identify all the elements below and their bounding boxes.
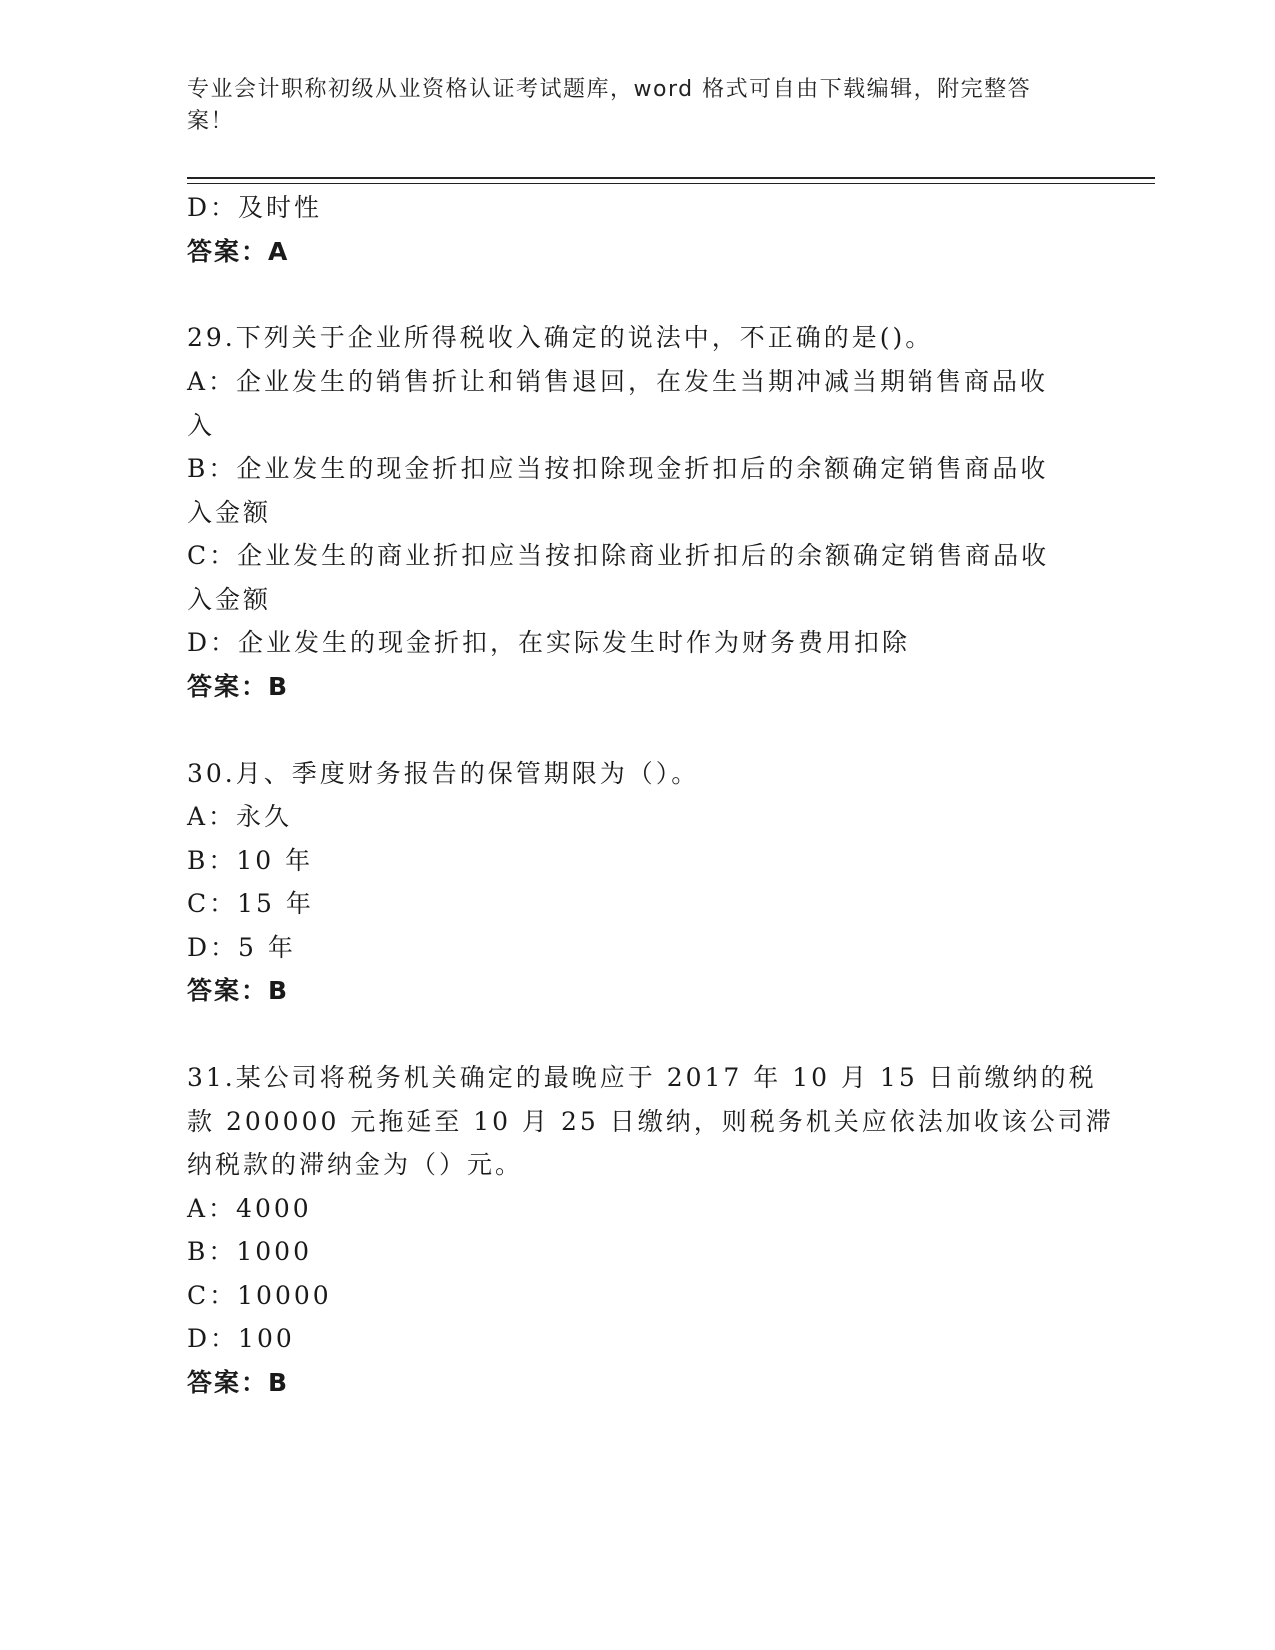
header-divider-thin bbox=[187, 183, 1155, 184]
q30-option-b: B：10 年 bbox=[187, 846, 314, 875]
q29-option-a: A：企业发生的销售折让和销售退回，在发生当期冲减当期销售商品收 bbox=[187, 367, 1049, 396]
q31-stem-cont-1: 款 200000 元拖延至 10 月 25 日缴纳，则税务机关应依法加收该公司滞 bbox=[187, 1107, 1114, 1136]
q31-option-a: A：4000 bbox=[187, 1194, 312, 1223]
q30-option-c: C：15 年 bbox=[187, 889, 314, 918]
q29-option-c: C：企业发生的商业折扣应当按扣除商业折扣后的余额确定销售商品收 bbox=[187, 541, 1050, 570]
header-divider-thick bbox=[187, 177, 1155, 179]
q30-answer: 答案：B bbox=[187, 976, 290, 1005]
document-header: 专业会计职称初级从业资格认证考试题库，word 格式可自由下载编辑，附完整答案！ bbox=[187, 77, 1032, 134]
q30-option-a: A：永久 bbox=[187, 802, 293, 831]
q29-option-b: B：企业发生的现金折扣应当按扣除现金折扣后的余额确定销售商品收 bbox=[187, 454, 1049, 483]
q29-answer: 答案：B bbox=[187, 672, 290, 701]
prev-option-d: D：及时性 bbox=[187, 193, 323, 222]
q31-option-c: C：10000 bbox=[187, 1281, 332, 1310]
q30-option-d: D：5 年 bbox=[187, 933, 296, 962]
prev-answer: 答案：A bbox=[187, 237, 290, 266]
q31-stem: 31.某公司将税务机关确定的最晚应于 2017 年 10 月 15 日前缴纳的税 bbox=[187, 1063, 1097, 1092]
q29-option-a-cont: 入 bbox=[187, 411, 216, 440]
q31-option-d: D：100 bbox=[187, 1324, 295, 1353]
q29-option-c-cont: 入金额 bbox=[187, 585, 272, 614]
q31-stem-cont-2: 纳税款的滞纳金为（）元。 bbox=[187, 1150, 524, 1179]
q30-stem: 30.月、季度财务报告的保管期限为（）。 bbox=[187, 759, 700, 788]
q29-stem: 29.下列关于企业所得税收入确定的说法中，不正确的是()。 bbox=[187, 323, 934, 352]
q29-option-b-cont: 入金额 bbox=[187, 498, 272, 527]
q29-option-d: D：企业发生的现金折扣，在实际发生时作为财务费用扣除 bbox=[187, 628, 911, 657]
q31-answer: 答案：B bbox=[187, 1368, 290, 1397]
q31-option-b: B：1000 bbox=[187, 1237, 312, 1266]
